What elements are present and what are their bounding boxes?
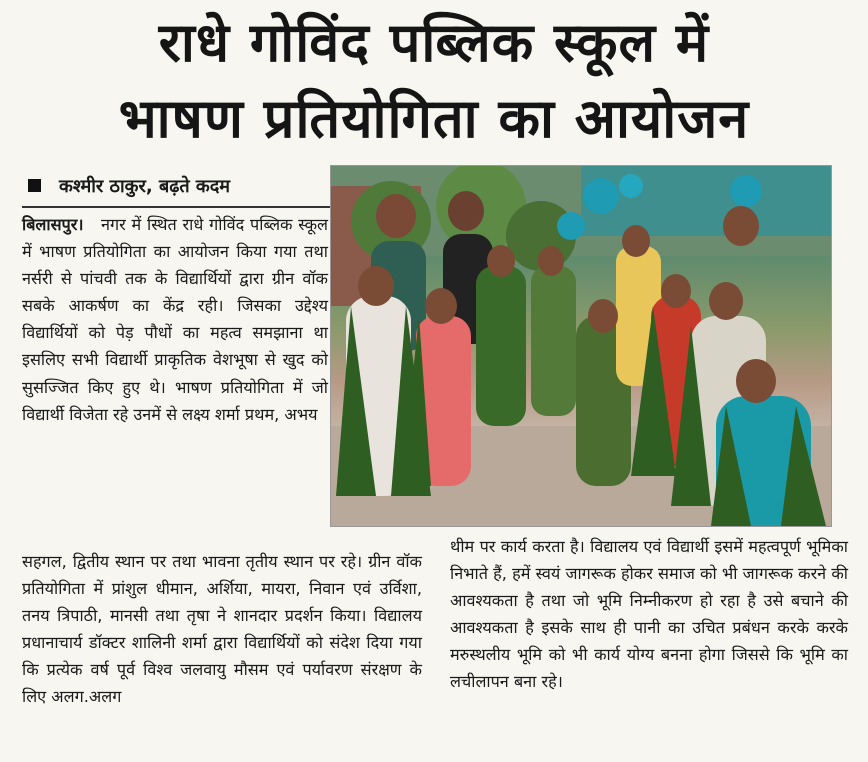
byline-rule (22, 206, 330, 208)
article-column-1 (22, 211, 328, 428)
bullet-square-icon (28, 179, 41, 192)
article-photo (330, 165, 832, 527)
headline-line-2: भाषण प्रतियोगिता का आयोजन (118, 87, 750, 150)
dateline: बिलासपुर। (22, 215, 84, 234)
headline-line-1: राधे गोविंद पब्लिक स्कूल में (158, 11, 710, 74)
byline (28, 174, 230, 198)
column-2-text: सहगल, द्वितीय स्थान पर तथा भावना तृतीय स्थान पर रहे। ग्रीन वॉक प्रतियोगिता में प्रांशुल धीमान, अर्शिया, मायरा, निवान एवं उर्विशा, तनय त्रिपाठी, मानसी तथा तृषा ने शानदार प्रदर्शन किया। विद्यालय प्रधानाचार्य डॉक्टर शालिनी शर्मा द्वारा विद्यार्थियों को संदेश दिया गया कि प्रत्येक वर्ष पूर्व विश्व जलवायु मौसम एवं पर्यावरण संरक्षण के लिए अलग.अलग (22, 552, 422, 707)
column-1-text: नगर में स्थित राधे गोविंद पब्लिक स्कूल में भाषण प्रतियोगिता का आयोजन किया गया तथा नर्सरी से पांचवी तक के विद्यार्थियों द्वारा ग्रीन वॉक सबके आकर्षण का केंद्र रही। जिसका उद्देश्य विद्यार्थियों को पेड़ पौधों का महत्व समझाना था इसलिए सभी विद्यार्थी प्राकृतिक वेशभूषा से खुद को सुसज्जित किए हुए थे। भाषण प्रतियोगिता में जो विद्यार्थी विजेता रहे उनमें से लक्ष्य शर्मा प्रथम, अभय (22, 215, 328, 424)
column-3-text: थीम पर कार्य करता है। विद्यालय एवं विद्यार्थी इसमें महत्वपूर्ण भूमिका निभाते हैं, हमें स्वयं जागरूक होकर समाज को भी जागरूक करने की आवश्यकता है तथा जो भूमि निम्नीकरण हो रहा है उसे बचाने की आवश्यकता है इसके साथ ही पानी का उचित प्रबंधन करके करके मरुस्थलीय भूमि को भी कार्य योग्य बनना होगा जिससे कि भूमि का लचीलापन बना रहे। (450, 537, 848, 692)
article-column-3 (450, 533, 848, 696)
article-column-2 (22, 548, 422, 711)
byline-text: कश्मीर ठाकुर, बढ़ते कदम (59, 176, 231, 197)
photo-illustration (331, 166, 831, 526)
